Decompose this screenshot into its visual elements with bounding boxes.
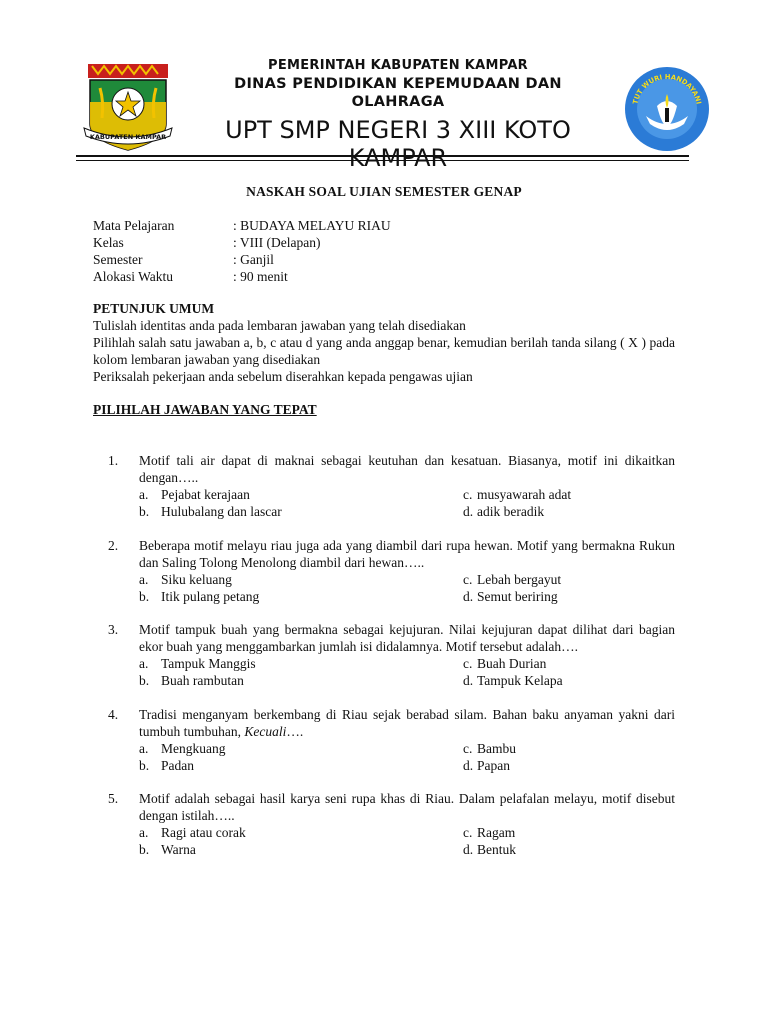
option-text: Hulubalang dan lascar bbox=[161, 504, 282, 519]
identity-label: Alokasi Waktu bbox=[93, 269, 174, 284]
answer-option bbox=[463, 841, 675, 858]
option-text: Padan bbox=[161, 757, 194, 773]
option-text: Buah Durian bbox=[477, 656, 547, 671]
header-line-2: DINAS PENDIDIKAN KEPEMUDAAN DAN OLAHRAGA bbox=[234, 76, 562, 110]
question-number: 1. bbox=[108, 453, 119, 468]
identity-value: : BUDAYA MELAYU RIAU bbox=[233, 218, 391, 233]
option-text: adik beradik bbox=[477, 504, 545, 519]
answer-option bbox=[463, 757, 675, 774]
answer-options bbox=[139, 655, 675, 689]
option-letter: a. bbox=[139, 571, 149, 587]
answer-options bbox=[139, 486, 675, 520]
answer-options bbox=[139, 571, 675, 605]
answer-option bbox=[139, 740, 463, 757]
answer-option bbox=[139, 841, 463, 858]
header-school-name: UPT SMP NEGERI 3 XIII KOTO KAMPAR bbox=[225, 116, 571, 172]
instructions-heading: PETUNJUK UMUM bbox=[93, 301, 215, 316]
option-letter: a. bbox=[139, 487, 149, 502]
exam-identity bbox=[93, 217, 391, 285]
answer-option bbox=[139, 588, 463, 605]
question-item bbox=[108, 537, 675, 605]
question-item bbox=[108, 452, 675, 520]
question-item bbox=[108, 790, 675, 858]
answer-option bbox=[139, 757, 463, 774]
question-number: 5. bbox=[108, 791, 119, 806]
instruction-line: Tulislah identitas anda pada lembaran jawaban yang telah disediakan bbox=[93, 318, 466, 333]
question-stem-emphasis: Kecuali bbox=[244, 723, 287, 739]
option-letter: a. bbox=[139, 825, 149, 840]
answer-option bbox=[139, 503, 463, 520]
option-text: Ragam bbox=[477, 825, 516, 840]
tut-wuri-handayani-logo-icon bbox=[624, 66, 710, 152]
answer-option bbox=[463, 672, 675, 689]
option-text: Tampuk Manggis bbox=[161, 656, 256, 671]
instruction-line: Periksalah pekerjaan anda sebelum diserahkan kepada pengawas ujian bbox=[93, 369, 473, 384]
option-letter: c. bbox=[463, 825, 473, 840]
answer-option bbox=[463, 588, 675, 605]
identity-value: : 90 menit bbox=[233, 269, 288, 284]
question-number: 2. bbox=[108, 537, 119, 553]
answer-option bbox=[463, 740, 675, 757]
question-item bbox=[108, 621, 675, 689]
option-text: Bambu bbox=[477, 740, 516, 756]
identity-row bbox=[93, 251, 391, 268]
general-instructions bbox=[93, 300, 675, 385]
letterhead bbox=[188, 58, 608, 172]
header-rule-thick bbox=[76, 155, 689, 157]
option-letter: d. bbox=[463, 757, 474, 773]
option-text: Mengkuang bbox=[161, 740, 226, 756]
identity-value: : Ganjil bbox=[233, 252, 274, 267]
option-letter: b. bbox=[139, 842, 150, 857]
option-letter: c. bbox=[463, 656, 473, 671]
answer-option bbox=[463, 655, 675, 672]
answer-option bbox=[463, 503, 675, 520]
option-letter: d. bbox=[463, 842, 474, 857]
question-list bbox=[108, 452, 675, 875]
instruction-line: Pilihlah salah satu jawaban a, b, c atau d yang anda anggap benar, kemudian berilah tanda silang ( X ) pada kolom lembaran jawaban yang disediakan bbox=[93, 335, 675, 367]
option-letter: c. bbox=[463, 740, 473, 756]
answer-option bbox=[463, 571, 675, 588]
option-text: Warna bbox=[161, 842, 196, 857]
document-title: NASKAH SOAL UJIAN SEMESTER GENAP bbox=[246, 184, 522, 199]
option-letter: d. bbox=[463, 504, 474, 519]
option-letter: d. bbox=[463, 588, 474, 604]
option-text: Buah rambutan bbox=[161, 673, 244, 688]
option-letter: b. bbox=[139, 504, 150, 519]
question-stem: Motif tampuk buah yang bermakna sebagai kejujuran. Nilai kejujuran dapat dilihat dari bagian ekor buah yang menggambarkan jumlah isi didalamnya. Motif tersebut adalah…. bbox=[139, 622, 675, 654]
option-text: Semut beriring bbox=[477, 588, 558, 604]
option-letter: c. bbox=[463, 571, 473, 587]
option-letter: b. bbox=[139, 588, 150, 604]
answer-options bbox=[139, 740, 675, 774]
section-heading: PILIHLAH JAWABAN YANG TEPAT bbox=[93, 402, 317, 417]
answer-options bbox=[139, 824, 675, 858]
identity-label: Semester bbox=[93, 252, 143, 267]
answer-option bbox=[139, 571, 463, 588]
identity-label: Kelas bbox=[93, 235, 124, 250]
option-text: Itik pulang petang bbox=[161, 588, 260, 604]
left-logo-caption: KABUPATEN KAMPAR bbox=[89, 133, 167, 141]
identity-row bbox=[93, 268, 391, 285]
answer-option bbox=[463, 486, 675, 503]
option-text: Pejabat kerajaan bbox=[161, 487, 250, 502]
option-text: musyawarah adat bbox=[477, 487, 572, 502]
question-number: 4. bbox=[108, 706, 119, 722]
identity-label: Mata Pelajaran bbox=[93, 218, 175, 233]
option-text: Papan bbox=[477, 757, 510, 773]
answer-option bbox=[139, 655, 463, 672]
kampar-regency-logo-icon bbox=[82, 62, 174, 154]
option-text: Lebah bergayut bbox=[477, 571, 562, 587]
right-logo-motto: TUT WURI HANDAYANI bbox=[631, 72, 703, 105]
question-stem: Motif adalah sebagai hasil karya seni rupa khas di Riau. Dalam pelafalan melayu, motif disebut dengan istilah….. bbox=[139, 791, 675, 823]
answer-option bbox=[139, 672, 463, 689]
question-stem bbox=[139, 706, 675, 740]
header-line-1: PEMERINTAH KABUPATEN KAMPAR bbox=[268, 58, 528, 73]
option-letter: a. bbox=[139, 740, 149, 756]
answer-option bbox=[463, 824, 675, 841]
answer-option bbox=[139, 824, 463, 841]
option-letter: d. bbox=[463, 673, 474, 688]
option-letter: a. bbox=[139, 656, 149, 671]
option-text: Tampuk Kelapa bbox=[477, 673, 563, 688]
identity-row bbox=[93, 234, 391, 251]
option-letter: b. bbox=[139, 673, 150, 688]
question-number: 3. bbox=[108, 622, 119, 637]
identity-row bbox=[93, 217, 391, 234]
option-letter: b. bbox=[139, 757, 150, 773]
question-stem: Motif tali air dapat di maknai sebagai keutuhan dan kesatuan. Biasanya, motif ini dikaitkan dengan….. bbox=[139, 453, 675, 485]
option-text: Siku keluang bbox=[161, 571, 232, 587]
answer-option bbox=[139, 486, 463, 503]
question-stem-tail: …. bbox=[286, 723, 304, 739]
option-text: Bentuk bbox=[477, 842, 516, 857]
identity-value: : VIII (Delapan) bbox=[233, 235, 321, 250]
question-stem-text: Tradisi menganyam berkembang di Riau sejak berabad silam. Bahan baku anyaman yakni dari tumbuh tumbuhan, bbox=[139, 706, 675, 739]
header-rule-thin bbox=[76, 160, 689, 161]
option-text: Ragi atau corak bbox=[161, 825, 246, 840]
question-item bbox=[108, 706, 675, 774]
question-stem: Beberapa motif melayu riau juga ada yang diambil dari rupa hewan. Motif yang bermakna Rukun dan Saling Tolong Menolong diambil dari hewan….. bbox=[139, 537, 675, 570]
option-letter: c. bbox=[463, 487, 473, 502]
